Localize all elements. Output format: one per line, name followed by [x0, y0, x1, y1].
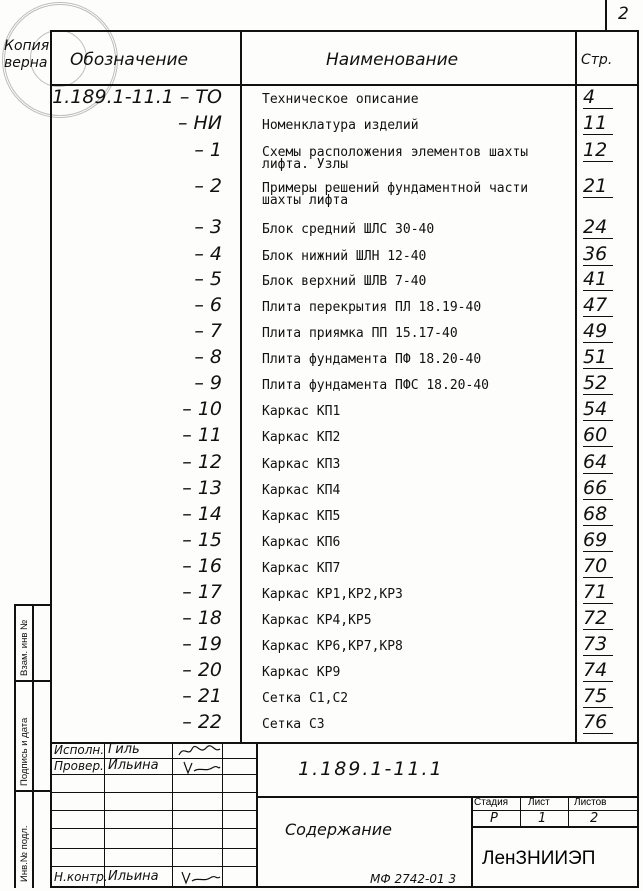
document-code: 1.189.1-11.1	[298, 758, 444, 780]
row-name: Каркас КП4	[262, 483, 341, 498]
sheets-value: 2	[590, 811, 599, 826]
row-page-number: 36	[583, 243, 608, 265]
row-code: – 6	[194, 294, 222, 316]
row-name: Каркас КП1	[262, 404, 341, 419]
sheet-number: 2	[618, 4, 629, 24]
row-page	[583, 112, 629, 134]
row-page	[583, 216, 629, 238]
row-code: – 20	[182, 659, 222, 681]
row-name: Каркас КП3	[262, 457, 341, 472]
row-page	[583, 175, 629, 197]
row-page	[583, 581, 629, 603]
row-code: – 15	[182, 529, 222, 551]
row-page-number: 66	[583, 477, 608, 499]
row-name: Каркас КР1,КР2,КР3	[262, 587, 403, 602]
row-page-number: 21	[583, 175, 608, 197]
row-code: – 17	[182, 581, 222, 603]
row-code: – 5	[194, 268, 222, 290]
row-name: лифта. Узлы	[262, 157, 349, 172]
role-executor: Исполн.	[54, 743, 105, 757]
side-label-replacement: Взам. инв №	[19, 619, 30, 676]
row-code: – 4	[194, 243, 222, 265]
signature-checker	[180, 759, 222, 775]
person-executor: Гиль	[108, 742, 140, 757]
row-page	[583, 294, 629, 316]
row-name: Блок средний ШЛС 30-40	[262, 222, 435, 237]
document-title: Содержание	[285, 820, 392, 839]
row-page	[583, 372, 629, 394]
row-page	[583, 139, 629, 161]
row-code: – 22	[182, 711, 222, 733]
row-name: Плита фундамента ПФС 18.20-40	[262, 378, 489, 393]
row-page-number: 11	[583, 112, 608, 134]
row-code: – 11	[182, 424, 222, 446]
row-page-number: 60	[583, 424, 608, 446]
row-name: Плита приямка ПП 15.17-40	[262, 326, 458, 341]
row-page	[583, 320, 629, 342]
row-name: Блок нижний ШЛН 12-40	[262, 249, 427, 264]
row-page-number: 69	[583, 529, 608, 551]
row-name: Каркас КР6,КР7,КР8	[262, 639, 403, 654]
row-page	[583, 243, 629, 265]
row-page	[583, 398, 629, 420]
header-name: Наименование	[326, 50, 459, 70]
row-name: Каркас КП6	[262, 535, 341, 550]
row-name: Каркас КП5	[262, 509, 341, 524]
row-code: – 12	[182, 451, 222, 473]
row-code: – 1	[194, 139, 222, 161]
row-page	[583, 346, 629, 368]
row-page	[583, 633, 629, 655]
row-name: Схемы расположения элементов шахты	[262, 145, 529, 160]
row-page-number: 41	[583, 268, 608, 290]
row-code: – 2	[194, 175, 222, 197]
row-page-number: 12	[583, 139, 608, 161]
row-page	[583, 555, 629, 577]
role-checker: Провер.	[54, 759, 104, 773]
stamp-note-line1: Копия	[4, 38, 50, 54]
row-page-number: 64	[583, 451, 608, 473]
row-page-number: 4	[583, 86, 596, 108]
row-name: Сетка С3	[262, 717, 325, 732]
row-name: Каркас КП2	[262, 430, 341, 445]
row-page	[583, 86, 629, 108]
row-page	[583, 268, 629, 290]
row-page	[583, 503, 629, 525]
row-code: – 14	[182, 503, 222, 525]
row-page-number: 49	[583, 320, 608, 342]
header-designation: Обозначение	[70, 50, 188, 70]
row-name: Блок верхний ШЛВ 7-40	[262, 274, 427, 289]
row-page-number: 71	[583, 581, 608, 603]
row-page-number: 74	[583, 659, 608, 681]
row-page	[583, 477, 629, 499]
row-page-number: 76	[583, 711, 608, 733]
row-code: – 8	[194, 346, 222, 368]
row-page-number: 47	[583, 294, 608, 316]
row-page-number: 51	[583, 346, 608, 368]
organization-name: ЛенЗНИИЭП	[482, 848, 596, 869]
signature-norm-control	[178, 869, 222, 885]
row-page-number: 52	[583, 372, 608, 394]
row-name: Техническое описание	[262, 92, 419, 107]
person-checker: Ильина	[108, 758, 159, 773]
row-page	[583, 451, 629, 473]
row-page	[583, 424, 629, 446]
row-page-number: 70	[583, 555, 608, 577]
header-page: Стр.	[581, 52, 613, 68]
row-code: – 16	[182, 555, 222, 577]
side-label-signature-date: Подпись и дата	[19, 717, 30, 786]
row-page	[583, 529, 629, 551]
row-name: Примеры решений фундаментной части	[262, 181, 529, 196]
row-name: Номенклатура изделий	[262, 118, 419, 133]
row-name: Каркас КП7	[262, 561, 341, 576]
row-page-number: 54	[583, 398, 608, 420]
row-page-number: 72	[583, 607, 608, 629]
row-page	[583, 711, 629, 733]
row-page-number: 75	[583, 685, 608, 707]
sheet-value: 1	[538, 811, 547, 826]
row-name: Каркас КР9	[262, 665, 341, 680]
row-page	[583, 659, 629, 681]
row-page-number: 24	[583, 216, 608, 238]
stamp-note-line2: верна	[4, 55, 48, 71]
footer-note: МФ 2742-01 3	[370, 872, 457, 886]
stage-label: Стадия	[474, 797, 509, 808]
row-name: Плита фундамента ПФ 18.20-40	[262, 352, 482, 367]
row-code: – 7	[194, 320, 222, 342]
person-norm-control: Ильина	[108, 869, 159, 884]
row-name: Сетка С1,С2	[262, 691, 349, 706]
row-code: – НИ	[177, 112, 222, 134]
row-code: – 9	[194, 372, 222, 394]
side-label-inventory: Инв.№ подл.	[19, 825, 30, 882]
stage-value: Р	[490, 811, 498, 826]
row-code: – 18	[182, 607, 222, 629]
row-page-number: 68	[583, 503, 608, 525]
row-name: Каркас КР4,КР5	[262, 613, 372, 628]
sheets-label: Листов	[574, 797, 607, 808]
row-page-number: 73	[583, 633, 608, 655]
row-page	[583, 607, 629, 629]
row-code: – 21	[182, 685, 222, 707]
row-code: – 19	[182, 633, 222, 655]
row-code: – 10	[182, 398, 222, 420]
row-name: Плита перекрытия ПЛ 18.19-40	[262, 300, 482, 315]
row-name: шахты лифта	[262, 193, 349, 208]
row-code: – 3	[194, 216, 222, 238]
row-code: – 13	[182, 477, 222, 499]
role-norm-control: Н.контр.	[54, 870, 108, 884]
row-page	[583, 685, 629, 707]
sheet-label: Лист	[528, 797, 550, 808]
row-code: 1.189.1-11.1 – ТО	[52, 86, 222, 108]
signature-executor	[176, 743, 222, 759]
